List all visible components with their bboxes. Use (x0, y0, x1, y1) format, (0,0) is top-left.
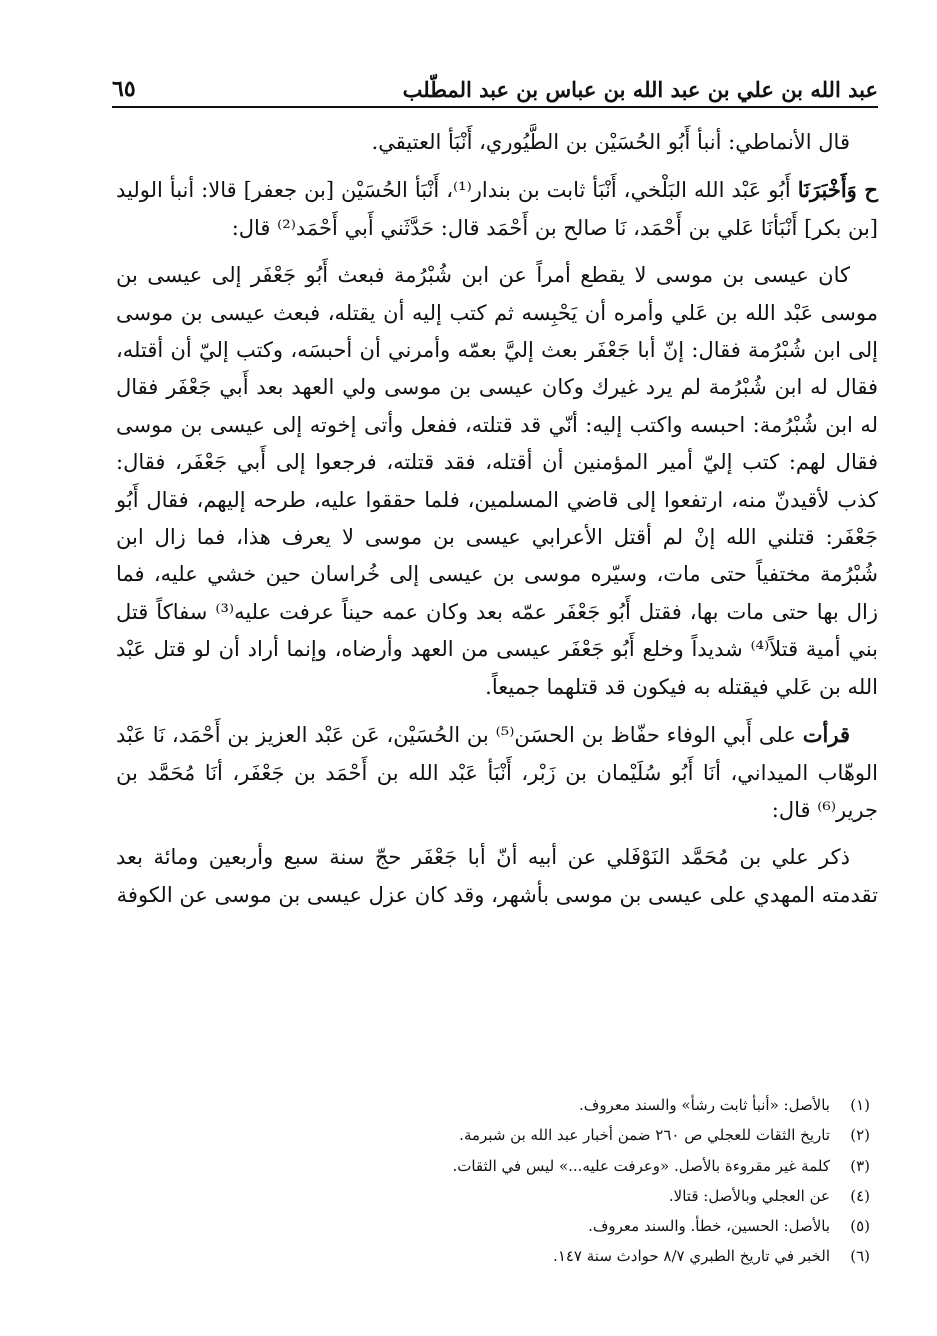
footnote (350, 1090, 870, 1120)
page-number: ٦٥ (112, 76, 136, 102)
paragraph-isnad-1 (116, 124, 878, 161)
footnote (350, 1211, 870, 1241)
paragraph-text: كان عيسى بن موسى لا يقطع أمراً عن ابن شُبْرُمة فبعث أَبُو جَعْفَر إلى عيسى بن موسى عَبْد الله بن عَلي وأمره أن يَحْبِسه ثم كتب إليه أن يقتله، فبعث عيسى بن موسى إلى ابن شُبْرُمة فقال: إنّ أبا جَعْفَر بعث إليَّ بعمّه وأمرني أن أحبسَه، وكتب إليّ أن أقتله، فقال له ابن شُبْرُمة لم يرد غيرك وكان عيسى بن موسى ولي العهد بعد أَبي جَعْفَر فقال له ابن شُبْرُمة: احبسه واكتب إليه: أنّي قد قتلته، ففعل وأتى إخوته إلى عيسى بن موسى فقال لهم: كتب إليّ أمير المؤمنين أن أقتله، فقد قتلته، فرجعوا إلى أَبي جَعْفَر، فقال: كذب لأقيدنّ منه، ارتفعوا إلى قاضي المسلمين، فلما حققوا عليه، طرحه إليهم، فقال أَبُو جَعْفَر: قتلني الله إنْ لم أقتل الأعرابي عيسى بن موسى لا يعرف هذا، فما زال ابن شُبْرُمة مختفياً حتى مات، وسيّره موسى بن عيسى إلى خُراسان حين خشي عليه، فما زال بها حتى مات بها، فقتل أَبُو جَعْفَر عمّه بعد وكان عمه حيناً عرفت عليه⁽³⁾ سفاكاً قتل بني أمية قتلاً⁽⁴⁾ شديداً وخلع أَبُو جَعْفَر عيسى من العهد وأرضاه، وإنما أراد أن لو قتل عَبْد الله بن عَلي فيقتله به فيكون قد قتلهما جميعاً. (116, 263, 879, 699)
paragraph-text: قال الأنماطي: أنبأ أَبُو الحُسَيْن بن الطَّيُوري، أَنْبَأ العتيقي. (371, 130, 850, 154)
footnote (350, 1151, 870, 1181)
footnote-text: بالأصل: الحسين، خطأ. والسند معروف. (588, 1217, 830, 1236)
footnote-text: عن العجلي وبالأصل: قتالا. (668, 1186, 830, 1205)
footnote (350, 1181, 870, 1211)
footnote-number: (٦) (850, 1247, 870, 1266)
footnote-number: (٥) (850, 1217, 870, 1236)
footnote (350, 1120, 870, 1150)
footnote-number: (٤) (850, 1186, 870, 1205)
footnote-text: تاريخ الثقات للعجلي ص ٢٦٠ ضمن أخبار عبد الله بن شبرمة. (459, 1126, 830, 1145)
paragraph-narration-1 (116, 257, 878, 706)
paragraph-lead: قرأت (802, 722, 851, 748)
footnote-text: بالأصل: «أنبأ ثابت رشأ» والسند معروف. (579, 1096, 830, 1114)
footnote-number: (١) (850, 1096, 870, 1114)
main-text (116, 124, 878, 914)
footnote-text: كلمة غير مقروءة بالأصل. «وعرفت عليه...» ليس في الثقات. (452, 1156, 830, 1175)
running-head (112, 62, 878, 108)
footnote-text: الخبر في تاريخ الطبري ٨/٧ حوادث سنة ١٤٧. (553, 1247, 830, 1266)
footnote (350, 1241, 870, 1271)
paragraph-text: ذكر علي بن مُحَمَّد النَوْفَلي عن أبيه أنّ أبا جَعْفَر حجّ سنة سبع وأربعين ومائة بعد تقدمته المهدي على عيسى بن موسى بأشهر، وقد كان عزل عيسى بن موسى عن الكوفة (116, 845, 878, 907)
footnote-number: (٢) (850, 1126, 870, 1145)
paragraph-text: أَبُو عَبْد الله البَلْخي، أَنْبَأ ثابت بن بندار⁽¹⁾، أَنْبَأ الحُسَيْن [بن جعفر] قالا: أنبأ الوليد [بن بكر] أَنْبَأنَا عَلي بن أَحْمَد، نَا صالح بن أَحْمَد قال: حَدَّثَني أَبي أَحْمَد⁽²⁾ قال: (116, 178, 878, 240)
running-title: عبد الله بن علي بن عبد الله بن عباس بن عبد المطّلب (402, 77, 878, 102)
paragraph-lead: ح وَأَخْبَرَنَا (797, 177, 878, 203)
footnotes (350, 1090, 870, 1272)
paragraph-isnad-3 (116, 716, 878, 829)
paragraph-text: على أَبي الوفاء حفّاظ بن الحسَن⁽⁵⁾ بن الحُسَيْن، عَن عَبْد العزيز بن أَحْمَد، نَا عَبْد الوهّاب الميداني، أنَا أَبُو سُلَيْمان بن زَبْر، أَنْبَأ عَبْد الله بن أَحْمَد بن جَعْفَر، أنَا مُحَمَّد بن جرير⁽⁶⁾ قال: (116, 723, 878, 822)
paragraph-narration-2 (116, 839, 878, 914)
footnote-number: (٣) (850, 1156, 870, 1175)
paragraph-isnad-2 (116, 171, 878, 247)
